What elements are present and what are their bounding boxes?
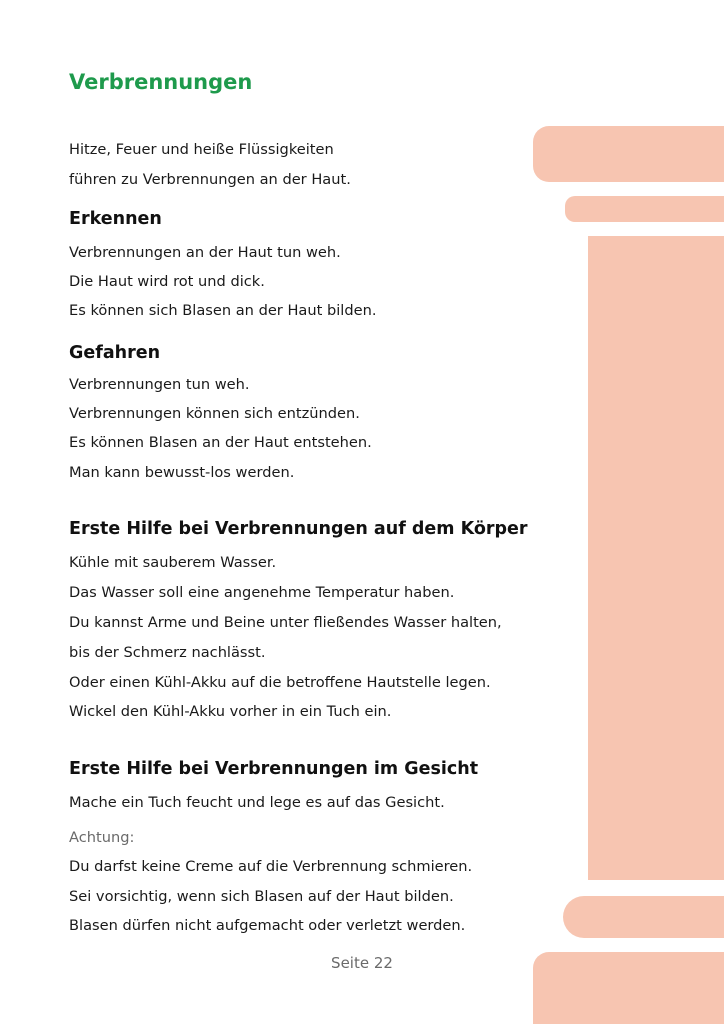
section-line: Es können Blasen an der Haut entstehen. [69, 434, 372, 451]
note-line: Sei vorsichtig, wenn sich Blasen auf der Haut bilden. [69, 888, 454, 905]
section-line: Du kannst Arme und Beine unter fließendes Wasser halten, [69, 614, 502, 631]
section-line: Verbrennungen tun weh. [69, 376, 250, 393]
intro-line: führen zu Verbrennungen an der Haut. [69, 171, 351, 188]
section-line: Kühle mit sauberem Wasser. [69, 554, 277, 571]
section-line: Verbrennungen an der Haut tun weh. [69, 244, 341, 261]
section-heading-gefahren: Gefahren [69, 343, 161, 363]
section-heading-erkennen: Erkennen [69, 209, 162, 229]
section-line: bis der Schmerz nachlässt. [69, 644, 266, 661]
section-heading-erste-hilfe-koerper: Erste Hilfe bei Verbrennungen auf dem Körper [69, 519, 528, 539]
section-line: Das Wasser soll eine angenehme Temperatur haben. [69, 584, 455, 601]
section-line: Es können sich Blasen an der Haut bilden. [69, 302, 377, 319]
note-label: Achtung: [69, 829, 135, 846]
intro-line: Hitze, Feuer und heiße Flüssigkeiten [69, 141, 334, 158]
note-line: Du darfst keine Creme auf die Verbrennung schmieren. [69, 858, 473, 875]
pillar-shaft [588, 236, 724, 880]
note-line: Blasen dürfen nicht aufgemacht oder verletzt werden. [69, 917, 466, 934]
section-line: Oder einen Kühl-Akku auf die betroffene Hautstelle legen. [69, 674, 491, 691]
page-title: Verbrennungen [69, 70, 253, 94]
section-line: Die Haut wird rot und dick. [69, 273, 265, 290]
pillar-capital [533, 126, 724, 182]
section-line: Wickel den Kühl-Akku vorher in ein Tuch ein. [69, 703, 392, 720]
section-line: Man kann bewusst-los werden. [69, 464, 295, 481]
section-line: Mache ein Tuch feucht und lege es auf das Gesicht. [69, 794, 445, 811]
section-line: Verbrennungen können sich entzünden. [69, 405, 360, 422]
page-number: Seite 22 [331, 954, 393, 972]
section-heading-erste-hilfe-gesicht: Erste Hilfe bei Verbrennungen im Gesicht [69, 759, 479, 779]
pillar-capital-ring [565, 196, 724, 222]
pillar-base-ring [563, 896, 724, 938]
